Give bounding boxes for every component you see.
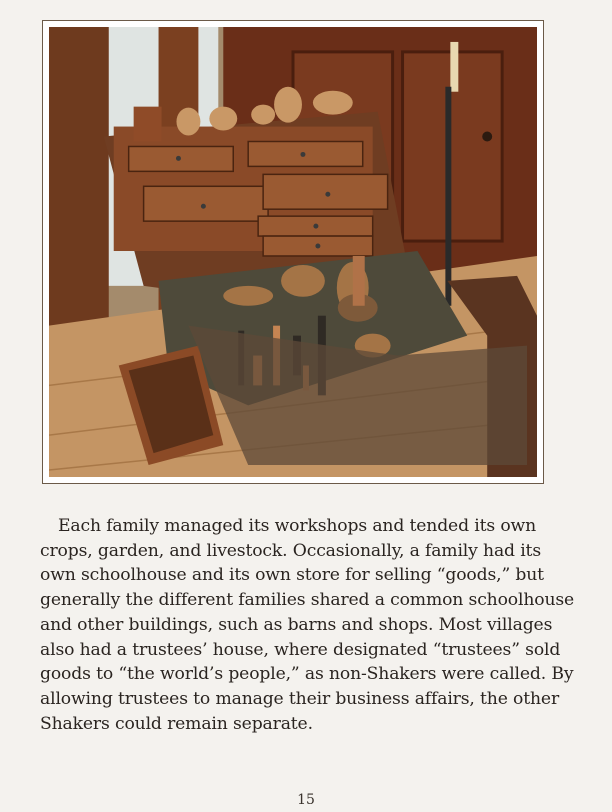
body-paragraph [40, 514, 580, 736]
photo-frame [42, 20, 544, 484]
paragraph-text: Each family managed its workshops and tended its own crops, garden, and livestock. Occasionally, a family had its own schoolhouse and its own store for selling “goods,” but generally the different families shared a common schoolhouse and other buildings, such as barns and shops. Most villages also had a trustees’ house, where designated “trustees” sold goods to “the world’s people,” as non-Shakers were called. By allowing trustees to manage their business affairs, the other Shakers could remain separate. [40, 516, 575, 734]
cobbler-bench-photo [49, 27, 537, 477]
page-number: 15 [297, 792, 315, 808]
